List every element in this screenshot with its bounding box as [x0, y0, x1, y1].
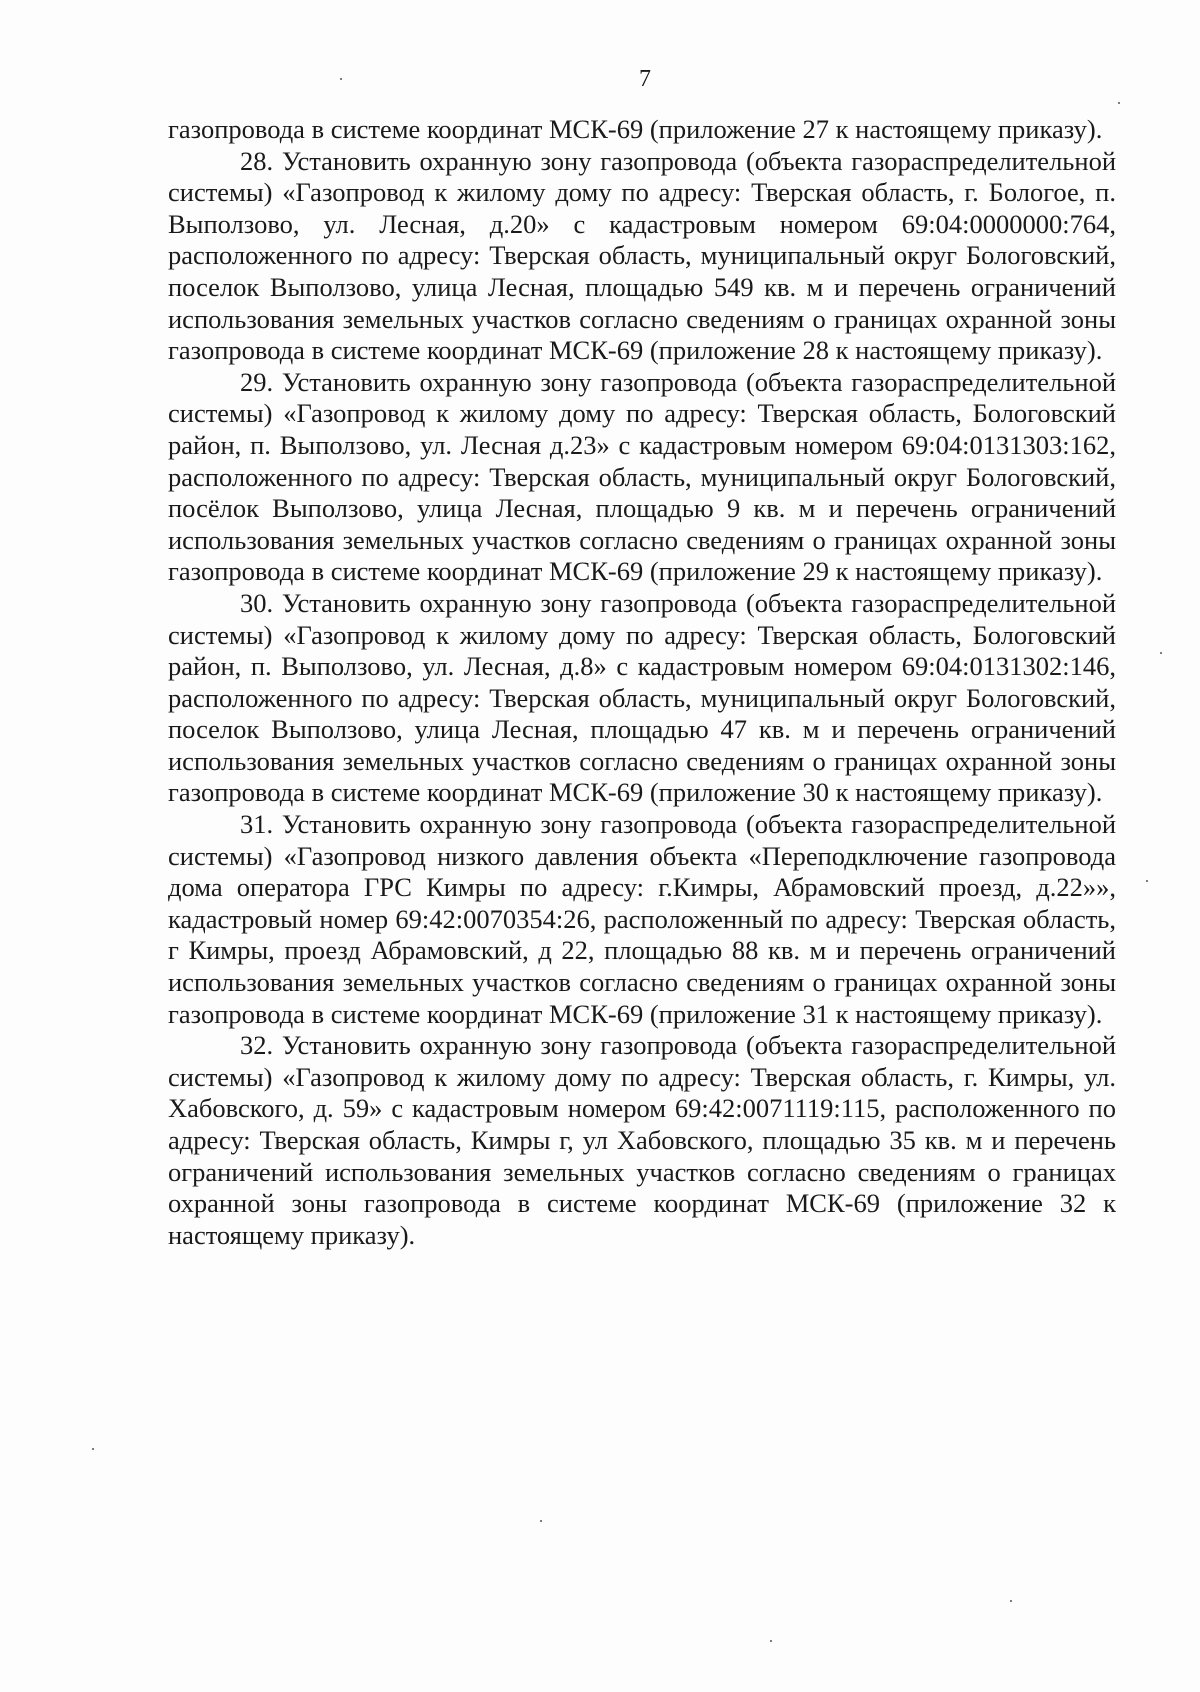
scan-speck	[1118, 102, 1120, 104]
paragraph-item-31	[168, 809, 1116, 1030]
item-number: 31.	[240, 809, 274, 840]
paragraph-text: Установить охранную зону газопровода (объекта газораспределительной системы) «Газопровод к жилому дому по адресу: Тверская область, г. Бологое, п. Выползово, ул. Лесная, д.20» с кадастровым номером 69:04:0000000:764, расположенного по адресу: Тверская область, муниципальный округ Бологовский, поселок Выползово, улица Лесная, площадью 549 кв. м и перечень ограничений использования земельных участков согласно сведениям о границах охранной зоны газопровода в системе координат МСК-69 (приложение 28 к настоящему приказу).	[168, 145, 1116, 366]
scan-speck	[340, 78, 342, 80]
item-number: 28.	[240, 145, 274, 176]
paragraph-text: Установить охранную зону газопровода (объекта газораспределительной системы) «Газопровод к жилому дому по адресу: Тверская область, Бологовский район, п. Выползово, ул. Лесная д.23» с кадастровым номером 69:04:0131303:162, расположенного по адресу: Тверская область, муниципальный округ Бологовский, посёлок Выползово, улица Лесная, площадью 9 кв. м и перечень ограничений использования земельных участков согласно сведениям о границах охранной зоны газопровода в системе координат МСК-69 (приложение 29 к настоящему приказу).	[168, 366, 1116, 587]
scan-speck	[540, 1520, 542, 1522]
paragraph-item-29	[168, 367, 1116, 588]
paragraph-continuation	[168, 114, 1116, 146]
scan-speck	[92, 1448, 94, 1450]
document-body	[168, 114, 1116, 1251]
scan-speck	[770, 1640, 772, 1642]
item-number: 30.	[240, 587, 274, 618]
paragraph-text: Установить охранную зону газопровода (объекта газораспределительной системы) «Газопровод низкого давления объекта «Переподключение газопровода дома оператора ГРС Кимры по адресу: г.Кимры, Абрамовский проезд, д.22»», кадастровый номер 69:42:0070354:26, расположенный по адресу: Тверская область, г Кимры, проезд Абрамовский, д 22, площадью 88 кв. м и перечень ограничений использования земельных участков согласно сведениям о границах охранной зоны газопровода в системе координат МСК-69 (приложение 31 к настоящему приказу).	[168, 809, 1116, 1029]
scan-speck	[1146, 880, 1148, 882]
scan-speck	[1010, 1600, 1012, 1602]
paragraph-text: Установить охранную зону газопровода (объекта газораспределительной системы) «Газопровод к жилому дому по адресу: Тверская область, Бологовский район, п. Выползово, ул. Лесная, д.8» с кадастровым номером 69:04:0131302:146, расположенного по адресу: Тверская область, муниципальный округ Бологовский, поселок Выползово, улица Лесная, площадью 47 кв. м и перечень ограничений использования земельных участков согласно сведениям о границах охранной зоны газопровода в системе координат МСК-69 (приложение 30 к настоящему приказу).	[168, 587, 1116, 808]
paragraph-item-28	[168, 146, 1116, 367]
item-number: 32.	[240, 1030, 274, 1061]
paragraph-item-30	[168, 588, 1116, 809]
paragraph-text: газопровода в системе координат МСК-69 (приложение 27 к настоящему приказу).	[168, 114, 1103, 144]
scan-speck	[1160, 652, 1162, 654]
paragraph-text: Установить охранную зону газопровода (объекта газораспределительной системы) «Газопровод к жилому дому по адресу: Тверская область, г. Кимры, ул. Хабовского, д. 59» с кадастровым номером 69:42:0071119:115, расположенного по адресу: Тверская область, Кимры г, ул Хабовского, площадью 35 кв. м и перечень ограничений использования земельных участков согласно сведениям о границах охранной зоны газопровода в системе координат МСК-69 (приложение 32 к настоящему приказу).	[168, 1030, 1116, 1250]
item-number: 29.	[240, 366, 274, 397]
page-number: 7	[639, 66, 651, 92]
paragraph-item-32	[168, 1030, 1116, 1251]
